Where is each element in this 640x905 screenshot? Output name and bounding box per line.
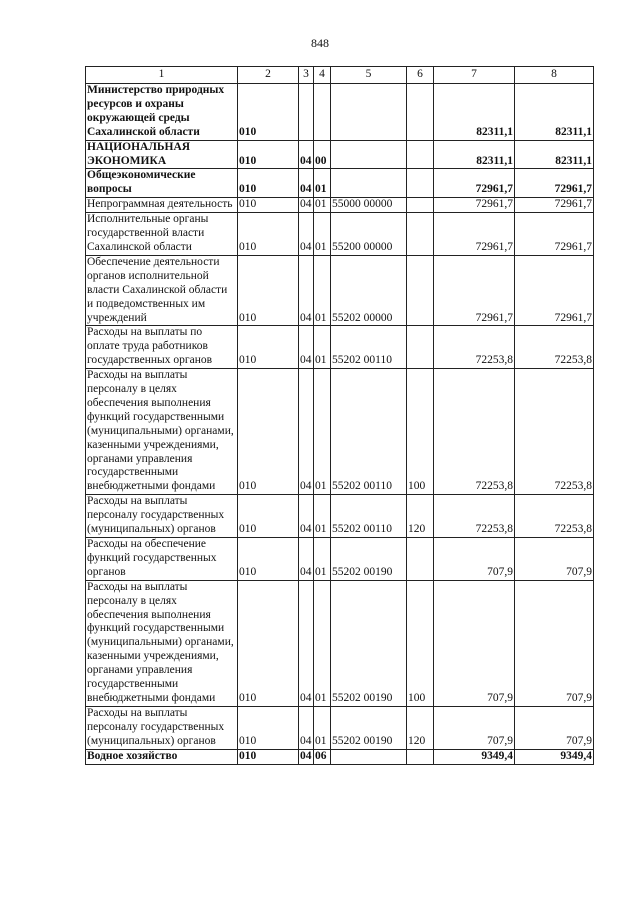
row-podrazdel: 01	[314, 169, 331, 198]
row-csr: 55202 00190	[331, 538, 407, 581]
table-row	[86, 169, 594, 198]
row-csr: 55202 00190	[331, 580, 407, 706]
row-vr: 120	[407, 495, 434, 538]
row-sum-8: 82311,1	[515, 84, 594, 141]
row-csr: 55202 00110	[331, 495, 407, 538]
row-sum-7: 72961,7	[434, 198, 515, 213]
row-razdel: 04	[299, 326, 314, 369]
table-row	[86, 140, 594, 169]
row-sum-8: 72253,8	[515, 495, 594, 538]
col-header: 3	[299, 67, 314, 84]
row-sum-8: 72961,7	[515, 169, 594, 198]
row-name: НАЦИОНАЛЬНАЯ ЭКОНОМИКА	[86, 140, 238, 169]
row-name: Расходы на выплаты персоналу государственных (муниципальных) органов	[86, 706, 238, 749]
row-vr: 100	[407, 580, 434, 706]
row-sum-8: 707,9	[515, 580, 594, 706]
row-ved: 010	[238, 213, 299, 256]
row-vr	[407, 140, 434, 169]
row-ved: 010	[238, 169, 299, 198]
row-sum-7: 707,9	[434, 538, 515, 581]
table-row	[86, 213, 594, 256]
row-sum-7: 82311,1	[434, 84, 515, 141]
row-vr	[407, 538, 434, 581]
table-row	[86, 749, 594, 764]
row-csr	[331, 169, 407, 198]
row-csr	[331, 84, 407, 141]
budget-table	[85, 66, 594, 765]
col-header: 1	[86, 67, 238, 84]
row-name: Расходы на выплаты персоналу в целях обеспечения выполнения функций государственными (муниципальными) органами, казенными учреждениями, органами управления государственными внебюджетными фондами	[86, 580, 238, 706]
row-csr	[331, 140, 407, 169]
row-podrazdel: 00	[314, 140, 331, 169]
row-vr	[407, 213, 434, 256]
row-csr: 55202 00110	[331, 326, 407, 369]
row-csr	[331, 749, 407, 764]
row-razdel: 04	[299, 369, 314, 495]
table-row	[86, 255, 594, 326]
row-podrazdel: 06	[314, 749, 331, 764]
row-name: Расходы на выплаты по оплате труда работников государственных органов	[86, 326, 238, 369]
col-header: 6	[407, 67, 434, 84]
row-razdel: 04	[299, 213, 314, 256]
row-razdel: 04	[299, 169, 314, 198]
row-sum-7: 72253,8	[434, 326, 515, 369]
row-ved: 010	[238, 580, 299, 706]
row-sum-7: 72961,7	[434, 213, 515, 256]
row-ved: 010	[238, 255, 299, 326]
row-ved: 010	[238, 706, 299, 749]
col-header: 8	[515, 67, 594, 84]
row-razdel: 04	[299, 140, 314, 169]
row-sum-7: 82311,1	[434, 140, 515, 169]
table-row	[86, 369, 594, 495]
row-vr	[407, 749, 434, 764]
row-razdel: 04	[299, 198, 314, 213]
row-podrazdel: 01	[314, 369, 331, 495]
row-ved: 010	[238, 326, 299, 369]
row-podrazdel: 01	[314, 213, 331, 256]
row-name: Министерство природных ресурсов и охраны окружающей среды Сахалинской области	[86, 84, 238, 141]
row-podrazdel: 01	[314, 495, 331, 538]
row-razdel: 04	[299, 538, 314, 581]
table-row	[86, 495, 594, 538]
row-vr	[407, 255, 434, 326]
row-sum-7: 9349,4	[434, 749, 515, 764]
row-vr	[407, 326, 434, 369]
col-header: 5	[331, 67, 407, 84]
row-csr: 55202 00000	[331, 255, 407, 326]
row-sum-7: 72961,7	[434, 169, 515, 198]
row-ved: 010	[238, 84, 299, 141]
row-ved: 010	[238, 749, 299, 764]
row-sum-8: 72961,7	[515, 213, 594, 256]
row-podrazdel: 01	[314, 706, 331, 749]
table-row	[86, 580, 594, 706]
row-csr: 55202 00190	[331, 706, 407, 749]
row-sum-7: 72253,8	[434, 369, 515, 495]
col-header: 2	[238, 67, 299, 84]
row-sum-8: 9349,4	[515, 749, 594, 764]
table-row	[86, 538, 594, 581]
row-csr: 55200 00000	[331, 213, 407, 256]
row-vr: 100	[407, 369, 434, 495]
row-razdel: 04	[299, 749, 314, 764]
row-name: Водное хозяйство	[86, 749, 238, 764]
col-header: 7	[434, 67, 515, 84]
table-row	[86, 706, 594, 749]
row-name: Исполнительные органы государственной власти Сахалинской области	[86, 213, 238, 256]
row-ved: 010	[238, 538, 299, 581]
row-sum-8: 72253,8	[515, 369, 594, 495]
row-sum-7: 707,9	[434, 580, 515, 706]
row-ved: 010	[238, 369, 299, 495]
row-podrazdel	[314, 84, 331, 141]
row-vr: 120	[407, 706, 434, 749]
row-podrazdel: 01	[314, 580, 331, 706]
row-sum-8: 72253,8	[515, 326, 594, 369]
table-row	[86, 84, 594, 141]
row-name: Непрограммная деятельность	[86, 198, 238, 213]
row-name: Общеэкономические вопросы	[86, 169, 238, 198]
row-razdel: 04	[299, 495, 314, 538]
row-podrazdel: 01	[314, 326, 331, 369]
row-razdel: 04	[299, 255, 314, 326]
table-row	[86, 326, 594, 369]
row-razdel: 04	[299, 580, 314, 706]
row-sum-8: 707,9	[515, 706, 594, 749]
header-row	[86, 67, 594, 84]
row-podrazdel: 01	[314, 255, 331, 326]
row-sum-8: 82311,1	[515, 140, 594, 169]
row-name: Расходы на выплаты персоналу государственных (муниципальных) органов	[86, 495, 238, 538]
row-ved: 010	[238, 495, 299, 538]
row-podrazdel: 01	[314, 198, 331, 213]
row-csr: 55202 00110	[331, 369, 407, 495]
table-row	[86, 198, 594, 213]
row-vr	[407, 84, 434, 141]
row-razdel: 04	[299, 706, 314, 749]
row-sum-8: 72961,7	[515, 198, 594, 213]
row-sum-7: 72961,7	[434, 255, 515, 326]
row-name: Расходы на выплаты персоналу в целях обеспечения выполнения функций государственными (муниципальными) органами, казенными учреждениями, органами управления государственными внебюджетными фондами	[86, 369, 238, 495]
row-name: Расходы на обеспечение функций государственных органов	[86, 538, 238, 581]
row-ved: 010	[238, 198, 299, 213]
row-name: Обеспечение деятельности органов исполнительной власти Сахалинской области и подведомственных им учреждений	[86, 255, 238, 326]
row-sum-7: 72253,8	[434, 495, 515, 538]
col-header: 4	[314, 67, 331, 84]
row-podrazdel: 01	[314, 538, 331, 581]
row-sum-8: 72961,7	[515, 255, 594, 326]
row-vr	[407, 169, 434, 198]
row-sum-7: 707,9	[434, 706, 515, 749]
row-sum-8: 707,9	[515, 538, 594, 581]
row-csr: 55000 00000	[331, 198, 407, 213]
row-razdel	[299, 84, 314, 141]
row-ved: 010	[238, 140, 299, 169]
page-number: 848	[311, 36, 329, 50]
row-vr	[407, 198, 434, 213]
